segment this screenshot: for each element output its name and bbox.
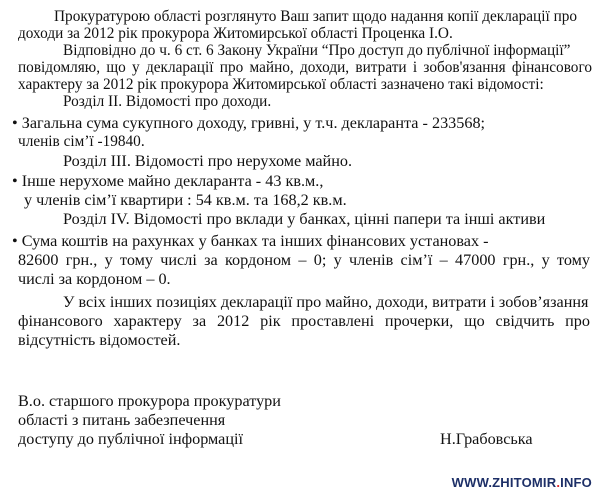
intro-line-2: доходи за 2012 рік прокурора Житомирської області Проценка І.О. <box>18 25 453 42</box>
signature-name: Н.Грабовська <box>440 430 533 448</box>
signature-title-line-1: В.о. старшого прокурора прокуратури <box>18 392 281 410</box>
signature-title-line-2: області з питань забезпечення <box>18 411 226 429</box>
intro-line-1: Прокуратурою області розглянуто Ваш запит щодо надання копії декларації про <box>54 8 578 25</box>
conclusion-line-1: У всіх інших позиціях декларації про майно, доходи, витрати і зобов’язання <box>63 293 589 311</box>
basis-line-1: Відповідно до ч. 6 ст. 6 Закону України “Про доступ до публічної інформації” <box>63 42 571 59</box>
watermark-dot: . <box>556 475 561 491</box>
basis-line-3: характеру за 2012 рік прокурора Житомирської області зазначено такі відомості: <box>18 76 544 93</box>
watermark-suffix: INFO <box>560 475 592 491</box>
section-2-heading: Розділ ІІ. Відомості про доходи. <box>63 93 272 110</box>
section-2-item-line-1: • Загальна сума сукупного доходу, гривні, у т.ч. декларанта - 233568; <box>12 114 486 132</box>
section-3-item-line-1: • Інше нерухоме майно декларанта - 43 кв.м., <box>12 172 324 190</box>
conclusion-line-2: фінансового характеру за 2012 рік проставлені прочерки, що свідчить про <box>18 312 590 330</box>
section-4-item-line-2: 82600 грн., у тому числі за кордоном – 0; у членів сім’ї – 47000 грн., у тому <box>18 251 590 269</box>
watermark-prefix: WWW.ZHITOMIR <box>451 475 557 491</box>
conclusion-line-3: відсутність відомостей. <box>18 331 181 349</box>
signature-title-line-3: доступу до публічної інформації <box>18 430 244 448</box>
section-3-item-line-2: у членів сім’ї квартири : 54 кв.м. та 168,2 кв.м. <box>24 191 347 209</box>
section-4-heading: Розділ ІV. Відомості про вклади у банках, цінні папери та інші активи <box>63 210 546 228</box>
section-2-item-line-2: членів сім’ї -19840. <box>18 133 145 150</box>
basis-line-2: повідомляю, що у декларації про майно, доходи, витрати і зобов'язання фінансового <box>18 59 592 76</box>
section-4-item-line-3: числі за кордоном – 0. <box>18 270 171 288</box>
section-3-heading: Розділ ІІІ. Відомості про нерухоме майно. <box>63 152 353 170</box>
section-4-item-line-1: • Сума коштів на рахунках у банках та інших фінансових установах - <box>12 232 489 250</box>
site-watermark <box>452 475 592 492</box>
